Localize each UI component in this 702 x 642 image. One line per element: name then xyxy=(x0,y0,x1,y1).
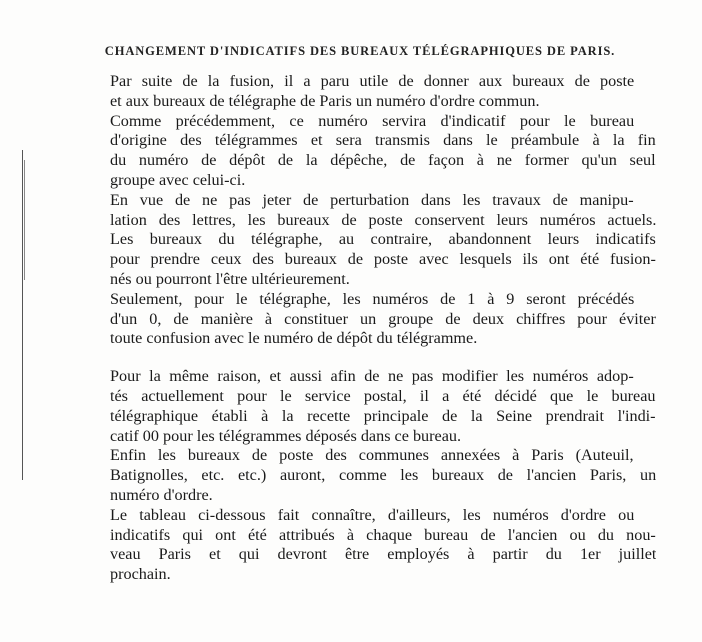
text-line: d'un 0, de manière à constituer un groupe de deux chiffres pour éviter xyxy=(110,309,656,328)
text-line: Par suite de la fusion, il a paru utile de donner aux bureaux de poste xyxy=(110,72,634,90)
paragraph-5 xyxy=(88,367,656,446)
paragraph-2 xyxy=(88,112,656,191)
text-line: Batignolles, etc. etc.) auront, comme les bureaux de l'ancien Paris, un xyxy=(110,466,656,485)
margin-rule-secondary xyxy=(24,160,25,280)
text-line: numéro d'ordre. xyxy=(110,485,213,504)
text-line: et aux bureaux de télégraphe de Paris un numéro d'ordre commun. xyxy=(110,91,540,110)
margin-rule xyxy=(22,150,23,480)
text-line: Comme précédemment, ce numéro servira d'indicatif pour le bureau xyxy=(110,111,634,130)
paragraph-6 xyxy=(88,446,656,505)
text-line: Seulement, pour le télégraphe, les numéros de 1 à 9 seront précédés xyxy=(110,289,634,308)
text-line: En vue de ne pas jeter de perturbation dans les travaux de manipu- xyxy=(110,190,634,209)
text-line: d'origine des télégrammes et sera transmis dans le préambule à la fin xyxy=(110,131,656,150)
text-line: tés actuellement pour le service postal, il a été décidé que le bureau xyxy=(110,386,656,405)
text-line: Le tableau ci-dessous fait connaître, d'ailleurs, les numéros d'ordre ou xyxy=(110,505,634,524)
text-line: toute confusion avec le numéro de dépôt du télégramme. xyxy=(110,329,478,348)
text-line: Enfin les bureaux de poste des communes annexées à Paris (Auteuil, xyxy=(110,446,634,465)
text-line: lation des lettres, les bureaux de poste conservent leurs numéros actuels. xyxy=(110,210,656,229)
paragraph-7 xyxy=(88,506,656,585)
text-line: veau Paris et qui devront être employés à partir du 1er juillet xyxy=(110,545,656,564)
text-line: télégraphique établi à la recette principale de la Seine prendrait l'indi- xyxy=(110,406,656,425)
text-line: catif 00 pour les télégrammes déposés dans ce bureau. xyxy=(110,426,462,445)
text-line: Pour la même raison, et aussi afin de ne pas modifier les numéros adop- xyxy=(110,367,634,386)
paragraph-4 xyxy=(88,290,656,349)
paragraph-3 xyxy=(88,191,656,290)
paragraph-1 xyxy=(88,72,656,112)
page-title: CHANGEMENT D'INDICATIFS DES BUREAUX TÉLÉGRAPHIQUES DE PARIS. xyxy=(104,44,616,58)
text-line: pour prendre ceux des bureaux de poste avec lesquels ils ont été fusion- xyxy=(110,250,656,269)
text-line: Les bureaux du télégraphe, au contraire, abandonnent leurs indicatifs xyxy=(110,230,656,249)
text-line: prochain. xyxy=(110,565,171,584)
text-line: nés ou pourront l'être ultérieurement. xyxy=(110,269,350,288)
document-body xyxy=(88,72,656,585)
text-line: groupe avec celui-ci. xyxy=(110,170,246,189)
text-line: indicatifs qui ont été attribués à chaque bureau de l'ancien ou du nou- xyxy=(110,525,656,544)
text-line: du numéro de dépôt de la dépêche, de façon à ne former qu'un seul xyxy=(110,151,656,170)
